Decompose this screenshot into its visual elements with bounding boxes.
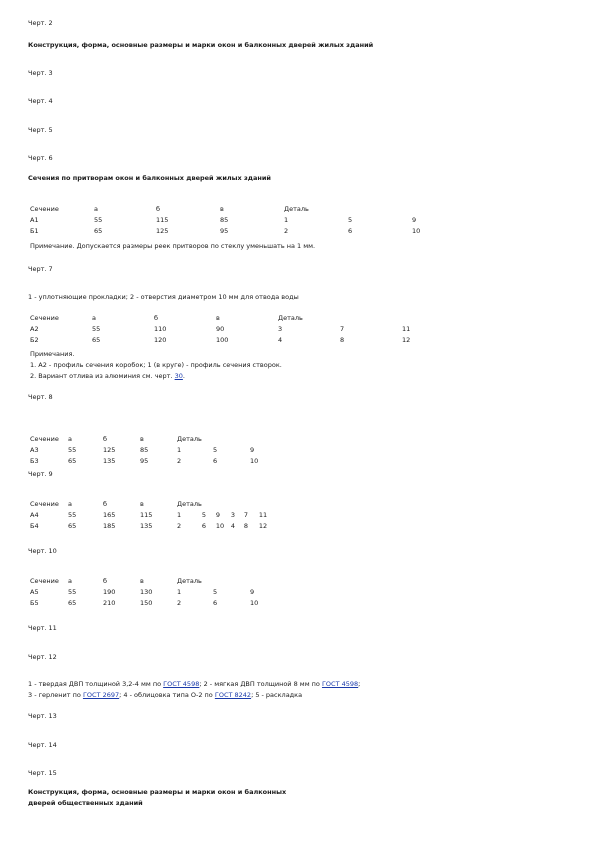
table-header-cell	[259, 498, 275, 509]
table-cell: 6	[213, 456, 218, 465]
chert-8-caption: Черт. 8	[28, 393, 53, 401]
legend-text: 3 - герленит по	[28, 691, 83, 699]
section-title-residential: Конструкция, форма, основные размеры и марки окон и балконных дверей жилых зданий	[28, 41, 374, 49]
chert-4-caption: Черт. 4	[28, 97, 53, 105]
table-header-cell	[231, 498, 244, 509]
table-cell: 85	[140, 445, 149, 454]
table-cell: 115	[140, 510, 153, 519]
table-cell: 2	[177, 598, 182, 607]
legend-chert-7: 1 - уплотняющие прокладки; 2 - отверстия диаметром 10 мм для отвода воды	[28, 293, 299, 301]
table-sections-3	[30, 433, 270, 466]
chert-13-caption: Черт. 13	[28, 712, 57, 720]
table-row	[30, 509, 275, 520]
table-cell: 10	[250, 456, 259, 465]
table-cell: 65	[68, 521, 77, 530]
table-cell: 125	[156, 226, 169, 235]
table-cell: 65	[68, 598, 77, 607]
table-cell: 135	[140, 521, 153, 530]
chert-9-caption: Черт. 9	[28, 470, 53, 478]
table-header-row	[30, 433, 270, 444]
table-cell: 1	[177, 445, 182, 454]
table-cell: 12	[402, 335, 411, 344]
legend-chert-12-line-1	[28, 680, 360, 688]
table-cell: 85	[220, 215, 229, 224]
link-gost-4598[interactable]: ГОСТ 4598	[321, 680, 359, 688]
note-2-title: Примечания.	[30, 350, 75, 358]
table-cell: 115	[156, 215, 169, 224]
table-row	[30, 455, 270, 466]
table-cell: 11	[402, 324, 411, 333]
table-cell: 135	[103, 456, 116, 465]
table-cell: 12	[258, 521, 268, 530]
chert-5-caption: Черт. 5	[28, 126, 53, 134]
table-cell: 10	[250, 598, 259, 607]
table-cell: 9	[250, 587, 255, 596]
section-title-sections: Сечения по притворам окон и балконных дверей жилых зданий	[28, 174, 271, 182]
table-header-cell: б	[103, 499, 108, 508]
table-header-cell	[213, 433, 250, 444]
table-cell: 120	[154, 335, 167, 344]
table-cell: 8	[340, 335, 345, 344]
chert-15-caption: Черт. 15	[28, 769, 57, 777]
table-cell: Б5	[30, 598, 39, 607]
table-header-cell	[250, 433, 270, 444]
table-cell: 95	[220, 226, 229, 235]
table-header-cell: Сечение	[30, 204, 59, 213]
table-header-cell	[348, 203, 412, 214]
table-header-cell: а	[92, 313, 96, 322]
table-sections-2	[30, 312, 422, 345]
table-row	[30, 444, 270, 455]
table-header-cell: Деталь	[284, 204, 309, 213]
link-gost-2697[interactable]: ГОСТ 2697	[82, 691, 120, 699]
table-cell: 7	[243, 510, 248, 519]
table-cell: 1	[177, 587, 182, 596]
table-header-cell: Деталь	[278, 313, 303, 322]
table-cell: 65	[92, 335, 101, 344]
table-header-cell: в	[140, 434, 144, 443]
note-1: Примечание. Допускается размеры реек притворов по стеклу уменьшать на 1 мм.	[30, 242, 316, 250]
table-cell: А5	[30, 587, 39, 596]
table-header-cell: а	[68, 499, 72, 508]
table-cell: Б3	[30, 456, 39, 465]
table-header-cell	[216, 498, 231, 509]
table-header-cell: б	[154, 313, 159, 322]
table-sections-4	[30, 498, 275, 531]
table-header-cell: б	[103, 576, 108, 585]
table-cell: 110	[154, 324, 167, 333]
note-2-item-2-end: .	[182, 372, 185, 380]
table-header-cell: Сечение	[30, 313, 59, 322]
table-cell: 5	[201, 510, 206, 519]
table-cell: А4	[30, 510, 39, 519]
table-header-cell: Сечение	[30, 576, 59, 585]
legend-text: ;	[358, 680, 361, 688]
table-header-cell	[213, 575, 250, 586]
link-chert-30[interactable]: 30	[174, 372, 183, 380]
chert-10-caption: Черт. 10	[28, 547, 57, 555]
table-cell: 55	[68, 510, 77, 519]
chert-7-caption: Черт. 7	[28, 265, 53, 273]
table-cell: 190	[103, 587, 116, 596]
table-cell: 2	[177, 521, 182, 530]
legend-chert-12-line-2	[28, 691, 302, 699]
table-cell: 130	[140, 587, 153, 596]
table-cell: 150	[140, 598, 153, 607]
table-row	[30, 214, 432, 225]
table-row	[30, 323, 422, 334]
chert-2-caption: Черт. 2	[28, 19, 53, 27]
table-header-row	[30, 575, 270, 586]
table-header-cell: в	[140, 576, 144, 585]
table-cell: 1	[284, 215, 289, 224]
table-cell: 9	[412, 215, 417, 224]
table-cell: Б1	[30, 226, 39, 235]
table-cell: 4	[278, 335, 283, 344]
note-2-item-2	[30, 372, 185, 380]
table-cell: 5	[348, 215, 353, 224]
table-header-cell	[202, 498, 216, 509]
section-title-public-line-2: дверей общественных зданий	[28, 799, 143, 807]
chert-3-caption: Черт. 3	[28, 69, 53, 77]
table-cell: 55	[68, 445, 77, 454]
table-cell: 55	[68, 587, 77, 596]
table-cell: 185	[103, 521, 116, 530]
table-cell: 9	[215, 510, 220, 519]
table-header-cell: в	[140, 499, 144, 508]
table-header-cell: в	[220, 204, 224, 213]
table-sections-5	[30, 575, 270, 608]
table-header-cell: б	[156, 204, 161, 213]
table-cell: А1	[30, 215, 39, 224]
table-cell: 55	[94, 215, 103, 224]
table-header-cell	[250, 575, 270, 586]
table-header-row	[30, 203, 432, 214]
table-cell: Б2	[30, 335, 39, 344]
chert-14-caption: Черт. 14	[28, 741, 57, 749]
chert-6-caption: Черт. 6	[28, 154, 53, 162]
table-cell: 3	[230, 510, 235, 519]
table-header-cell	[412, 203, 432, 214]
table-header-cell: Деталь	[177, 499, 202, 508]
legend-text: ; 4 - облицовка типа О-2 по	[119, 691, 215, 699]
legend-text: ; 2 - мягкая ДВП толщиной 8 мм по	[199, 680, 322, 688]
table-row	[30, 597, 270, 608]
table-cell: 165	[103, 510, 116, 519]
table-header-cell: в	[216, 313, 220, 322]
table-header-cell: Деталь	[177, 576, 202, 585]
table-header-cell: а	[68, 434, 72, 443]
table-cell: 9	[250, 445, 255, 454]
table-row	[30, 586, 270, 597]
table-header-cell	[340, 312, 402, 323]
table-cell: 2	[284, 226, 289, 235]
table-cell: 65	[94, 226, 103, 235]
link-gost-8242[interactable]: ГОСТ 8242	[214, 691, 252, 699]
legend-text: ; 5 - раскладка	[251, 691, 303, 699]
table-cell: А2	[30, 324, 39, 333]
table-header-cell: Сечение	[30, 499, 59, 508]
table-cell: 8	[243, 521, 248, 530]
table-cell: 6	[348, 226, 353, 235]
table-cell: Б4	[30, 521, 39, 530]
table-cell: 95	[140, 456, 149, 465]
table-cell: 5	[213, 587, 218, 596]
table-cell: 10	[412, 226, 421, 235]
legend-text: 1 - твердая ДВП толщиной 3,2-4 мм по	[28, 680, 164, 688]
table-cell: 6	[201, 521, 206, 530]
table-cell: 55	[92, 324, 101, 333]
table-cell: А3	[30, 445, 39, 454]
table-header-cell: Деталь	[177, 434, 202, 443]
table-sections-1	[30, 203, 432, 236]
table-header-cell	[402, 312, 422, 323]
table-cell: 2	[177, 456, 182, 465]
table-row	[30, 520, 275, 531]
table-header-cell: а	[68, 576, 72, 585]
table-cell: 6	[213, 598, 218, 607]
table-header-row	[30, 498, 275, 509]
table-cell: 125	[103, 445, 116, 454]
table-cell: 90	[216, 324, 225, 333]
table-header-cell	[244, 498, 259, 509]
chert-12-caption: Черт. 12	[28, 653, 57, 661]
table-cell: 5	[213, 445, 218, 454]
table-cell: 65	[68, 456, 77, 465]
table-header-cell: а	[94, 204, 98, 213]
note-2-item-2-text: 2. Вариант отлива из алюминия см. черт.	[30, 372, 175, 380]
link-gost-4598[interactable]: ГОСТ 4598	[163, 680, 200, 688]
table-header-cell: б	[103, 434, 108, 443]
chert-11-caption: Черт. 11	[28, 624, 57, 632]
table-row	[30, 334, 422, 345]
section-title-public-line-1: Конструкция, форма, основные размеры и марки окон и балконных	[28, 788, 287, 796]
note-2-item-1: 1. А2 - профиль сечения коробок; 1 (в круге) - профиль сечения створок.	[30, 361, 282, 369]
table-header-row	[30, 312, 422, 323]
table-cell: 3	[278, 324, 283, 333]
table-cell: 1	[177, 510, 182, 519]
table-cell: 10	[215, 521, 225, 530]
table-row	[30, 225, 432, 236]
table-cell: 4	[230, 521, 235, 530]
table-cell: 11	[258, 510, 268, 519]
table-header-cell: Сечение	[30, 434, 59, 443]
table-cell: 100	[216, 335, 229, 344]
table-cell: 7	[340, 324, 345, 333]
table-cell: 210	[103, 598, 116, 607]
